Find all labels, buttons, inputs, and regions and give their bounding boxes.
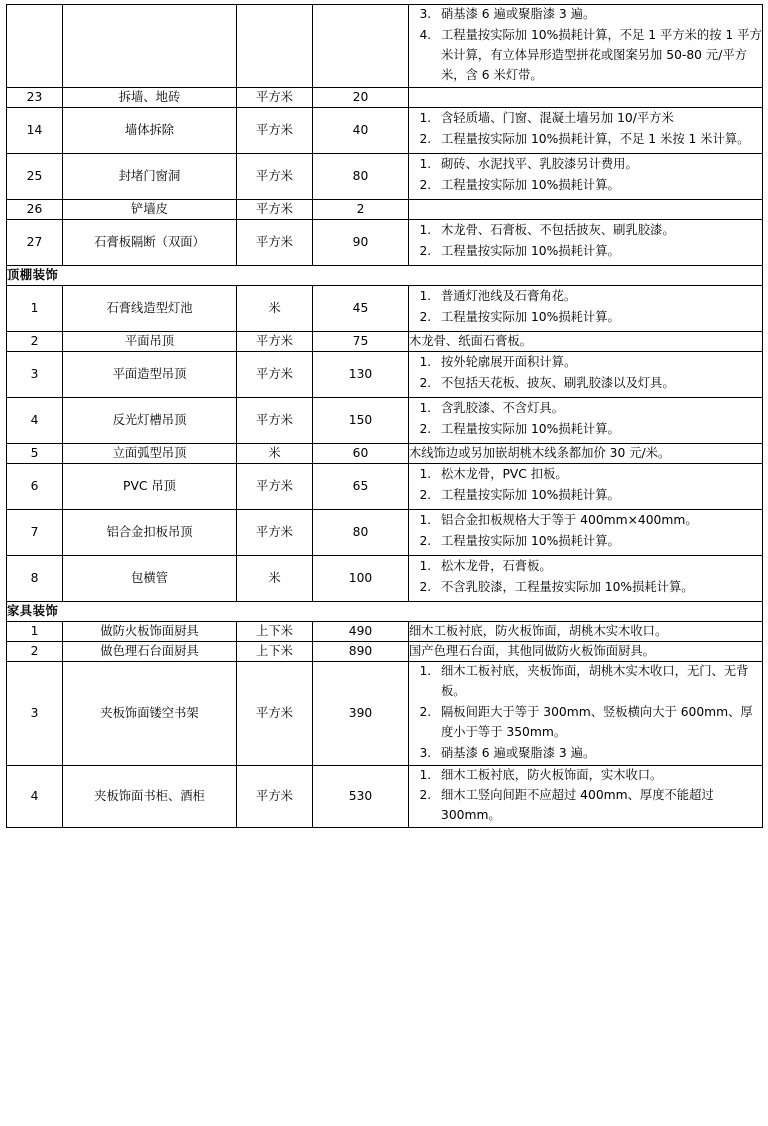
cell-index: 1	[7, 285, 63, 331]
description-item: 3. 硝基漆 6 遍或聚脂漆 3 遍。	[435, 5, 762, 25]
table-row	[7, 509, 763, 555]
price-list-table	[6, 4, 763, 828]
cell-item-name: 平面造型吊顶	[63, 351, 237, 397]
description-item: 2. 工程量按实际加 10%损耗计算，不足 1 米按 1 米计算。	[435, 130, 762, 150]
cell-unit-price: 150	[313, 397, 409, 443]
cell-description	[409, 219, 763, 265]
cell-unit: 平方米	[237, 331, 313, 351]
table-row	[7, 5, 763, 88]
section-title: 家具装饰	[7, 601, 763, 621]
cell-unit-price: 390	[313, 662, 409, 766]
cell-item-name: 铝合金扣板吊顶	[63, 509, 237, 555]
section-header-row	[7, 265, 763, 285]
cell-description	[409, 5, 763, 88]
cell-item-name: 立面弧型吊顶	[63, 443, 237, 463]
cell-index: 14	[7, 107, 63, 153]
table-row	[7, 443, 763, 463]
description-item: 1. 松木龙骨，PVC 扣板。	[435, 465, 762, 485]
description-item: 1. 铝合金扣板规格大于等于 400mm×400mm。	[435, 511, 762, 531]
cell-description	[409, 87, 763, 107]
cell-index: 27	[7, 219, 63, 265]
cell-description: 木线饰边或另加嵌胡桃木线条都加价 30 元/米。	[409, 443, 763, 463]
table-row	[7, 397, 763, 443]
cell-unit: 米	[237, 443, 313, 463]
description-item: 1. 普通灯池线及石膏角花。	[435, 287, 762, 307]
description-item: 2. 工程量按实际加 10%损耗计算。	[435, 242, 762, 262]
cell-unit-price: 490	[313, 621, 409, 641]
cell-unit: 平方米	[237, 87, 313, 107]
cell-unit-price	[313, 5, 409, 88]
cell-index: 5	[7, 443, 63, 463]
description-item: 1. 含乳胶漆、不含灯具。	[435, 399, 762, 419]
cell-unit	[237, 5, 313, 88]
table-row	[7, 621, 763, 641]
cell-unit-price: 530	[313, 765, 409, 828]
table-row	[7, 463, 763, 509]
description-item: 1. 松木龙骨，石膏板。	[435, 557, 762, 577]
cell-item-name: 做色理石台面厨具	[63, 641, 237, 661]
description-item: 1. 细木工板衬底，防火板饰面，实木收口。	[435, 766, 762, 786]
table-row	[7, 351, 763, 397]
cell-index: 4	[7, 397, 63, 443]
cell-unit: 米	[237, 555, 313, 601]
cell-description	[409, 153, 763, 199]
description-item: 3. 硝基漆 6 遍或聚脂漆 3 遍。	[435, 744, 762, 764]
cell-item-name: 包横管	[63, 555, 237, 601]
description-item: 2. 不包括天花板、披灰、刷乳胶漆以及灯具。	[435, 374, 762, 394]
table-row	[7, 331, 763, 351]
cell-description	[409, 397, 763, 443]
description-item: 2. 不含乳胶漆，工程量按实际加 10%损耗计算。	[435, 578, 762, 598]
cell-index: 3	[7, 662, 63, 766]
cell-unit: 平方米	[237, 397, 313, 443]
cell-index: 3	[7, 351, 63, 397]
cell-unit-price: 130	[313, 351, 409, 397]
cell-unit: 平方米	[237, 509, 313, 555]
table-row	[7, 107, 763, 153]
cell-index: 25	[7, 153, 63, 199]
table-row	[7, 555, 763, 601]
cell-item-name: 平面吊顶	[63, 331, 237, 351]
cell-unit: 米	[237, 285, 313, 331]
table-row	[7, 285, 763, 331]
cell-unit: 上下米	[237, 621, 313, 641]
description-item: 1. 砌砖、水泥找平、乳胶漆另计费用。	[435, 155, 762, 175]
cell-description	[409, 199, 763, 219]
cell-unit-price: 100	[313, 555, 409, 601]
cell-item-name: 拆墙、地砖	[63, 87, 237, 107]
cell-description: 国产色理石台面，其他同做防火板饰面厨具。	[409, 641, 763, 661]
section-header-row	[7, 601, 763, 621]
table-row	[7, 662, 763, 766]
cell-unit: 平方米	[237, 662, 313, 766]
cell-index: 7	[7, 509, 63, 555]
table-row	[7, 641, 763, 661]
cell-description	[409, 765, 763, 828]
cell-unit-price: 80	[313, 153, 409, 199]
cell-description	[409, 463, 763, 509]
description-item: 1. 含轻质墙、门窗、混凝土墙另加 10/平方米	[435, 109, 762, 129]
table-row	[7, 199, 763, 219]
cell-index: 1	[7, 621, 63, 641]
description-item: 1. 按外轮廓展开面积计算。	[435, 353, 762, 373]
cell-unit-price: 890	[313, 641, 409, 661]
cell-index: 6	[7, 463, 63, 509]
cell-description	[409, 351, 763, 397]
cell-item-name: 铲墙皮	[63, 199, 237, 219]
cell-index: 26	[7, 199, 63, 219]
description-item: 1. 木龙骨、石膏板、不包括披灰、刷乳胶漆。	[435, 221, 762, 241]
cell-item-name: 石膏板隔断（双面）	[63, 219, 237, 265]
cell-unit-price: 65	[313, 463, 409, 509]
cell-item-name: 夹板饰面镂空书架	[63, 662, 237, 766]
cell-description: 细木工板衬底，防火板饰面，胡桃木实木收口。	[409, 621, 763, 641]
cell-item-name: 封堵门窗洞	[63, 153, 237, 199]
cell-index: 8	[7, 555, 63, 601]
description-item: 2. 工程量按实际加 10%损耗计算。	[435, 308, 762, 328]
description-item: 2. 工程量按实际加 10%损耗计算。	[435, 176, 762, 196]
cell-index: 23	[7, 87, 63, 107]
cell-unit: 平方米	[237, 107, 313, 153]
cell-unit-price: 90	[313, 219, 409, 265]
description-item: 2. 工程量按实际加 10%损耗计算。	[435, 486, 762, 506]
cell-description: 木龙骨、纸面石膏板。	[409, 331, 763, 351]
cell-description	[409, 509, 763, 555]
cell-description	[409, 555, 763, 601]
cell-unit: 平方米	[237, 351, 313, 397]
cell-description	[409, 662, 763, 766]
cell-unit-price: 20	[313, 87, 409, 107]
description-item: 2. 工程量按实际加 10%损耗计算。	[435, 420, 762, 440]
description-item: 1. 细木工板衬底，夹板饰面，胡桃木实木收口，无门、无背板。	[435, 662, 762, 702]
table-row	[7, 153, 763, 199]
cell-unit-price: 40	[313, 107, 409, 153]
cell-item-name: PVC 吊顶	[63, 463, 237, 509]
description-item: 2. 细木工竖向间距不应超过 400mm、厚度不能超过 300mm。	[435, 786, 762, 826]
cell-unit: 平方米	[237, 765, 313, 828]
cell-unit-price: 2	[313, 199, 409, 219]
cell-index: 2	[7, 331, 63, 351]
cell-index	[7, 5, 63, 88]
cell-unit-price: 80	[313, 509, 409, 555]
cell-unit: 平方米	[237, 153, 313, 199]
cell-item-name: 石膏线造型灯池	[63, 285, 237, 331]
table-row	[7, 87, 763, 107]
table-body	[7, 5, 763, 828]
description-item: 4. 工程量按实际加 10%损耗计算，不足 1 平方米的按 1 平方米计算，有立体异形造型拼花或图案另加 50-80 元/平方米，含 6 米灯带。	[435, 26, 762, 86]
cell-unit: 上下米	[237, 641, 313, 661]
cell-item-name: 反光灯槽吊顶	[63, 397, 237, 443]
cell-item-name: 墙体拆除	[63, 107, 237, 153]
cell-index: 4	[7, 765, 63, 828]
cell-index: 2	[7, 641, 63, 661]
table-row	[7, 765, 763, 828]
cell-item-name: 做防火板饰面厨具	[63, 621, 237, 641]
cell-item-name	[63, 5, 237, 88]
cell-description	[409, 285, 763, 331]
description-item: 2. 工程量按实际加 10%损耗计算。	[435, 532, 762, 552]
cell-unit: 平方米	[237, 463, 313, 509]
cell-unit: 平方米	[237, 219, 313, 265]
table-row	[7, 219, 763, 265]
cell-item-name: 夹板饰面书柜、酒柜	[63, 765, 237, 828]
section-title: 顶棚装饰	[7, 265, 763, 285]
cell-unit: 平方米	[237, 199, 313, 219]
description-item: 2. 隔板间距大于等于 300mm、竖板横向大于 600mm、厚度小于等于 350mm。	[435, 703, 762, 743]
cell-unit-price: 75	[313, 331, 409, 351]
cell-unit-price: 60	[313, 443, 409, 463]
cell-description	[409, 107, 763, 153]
cell-unit-price: 45	[313, 285, 409, 331]
